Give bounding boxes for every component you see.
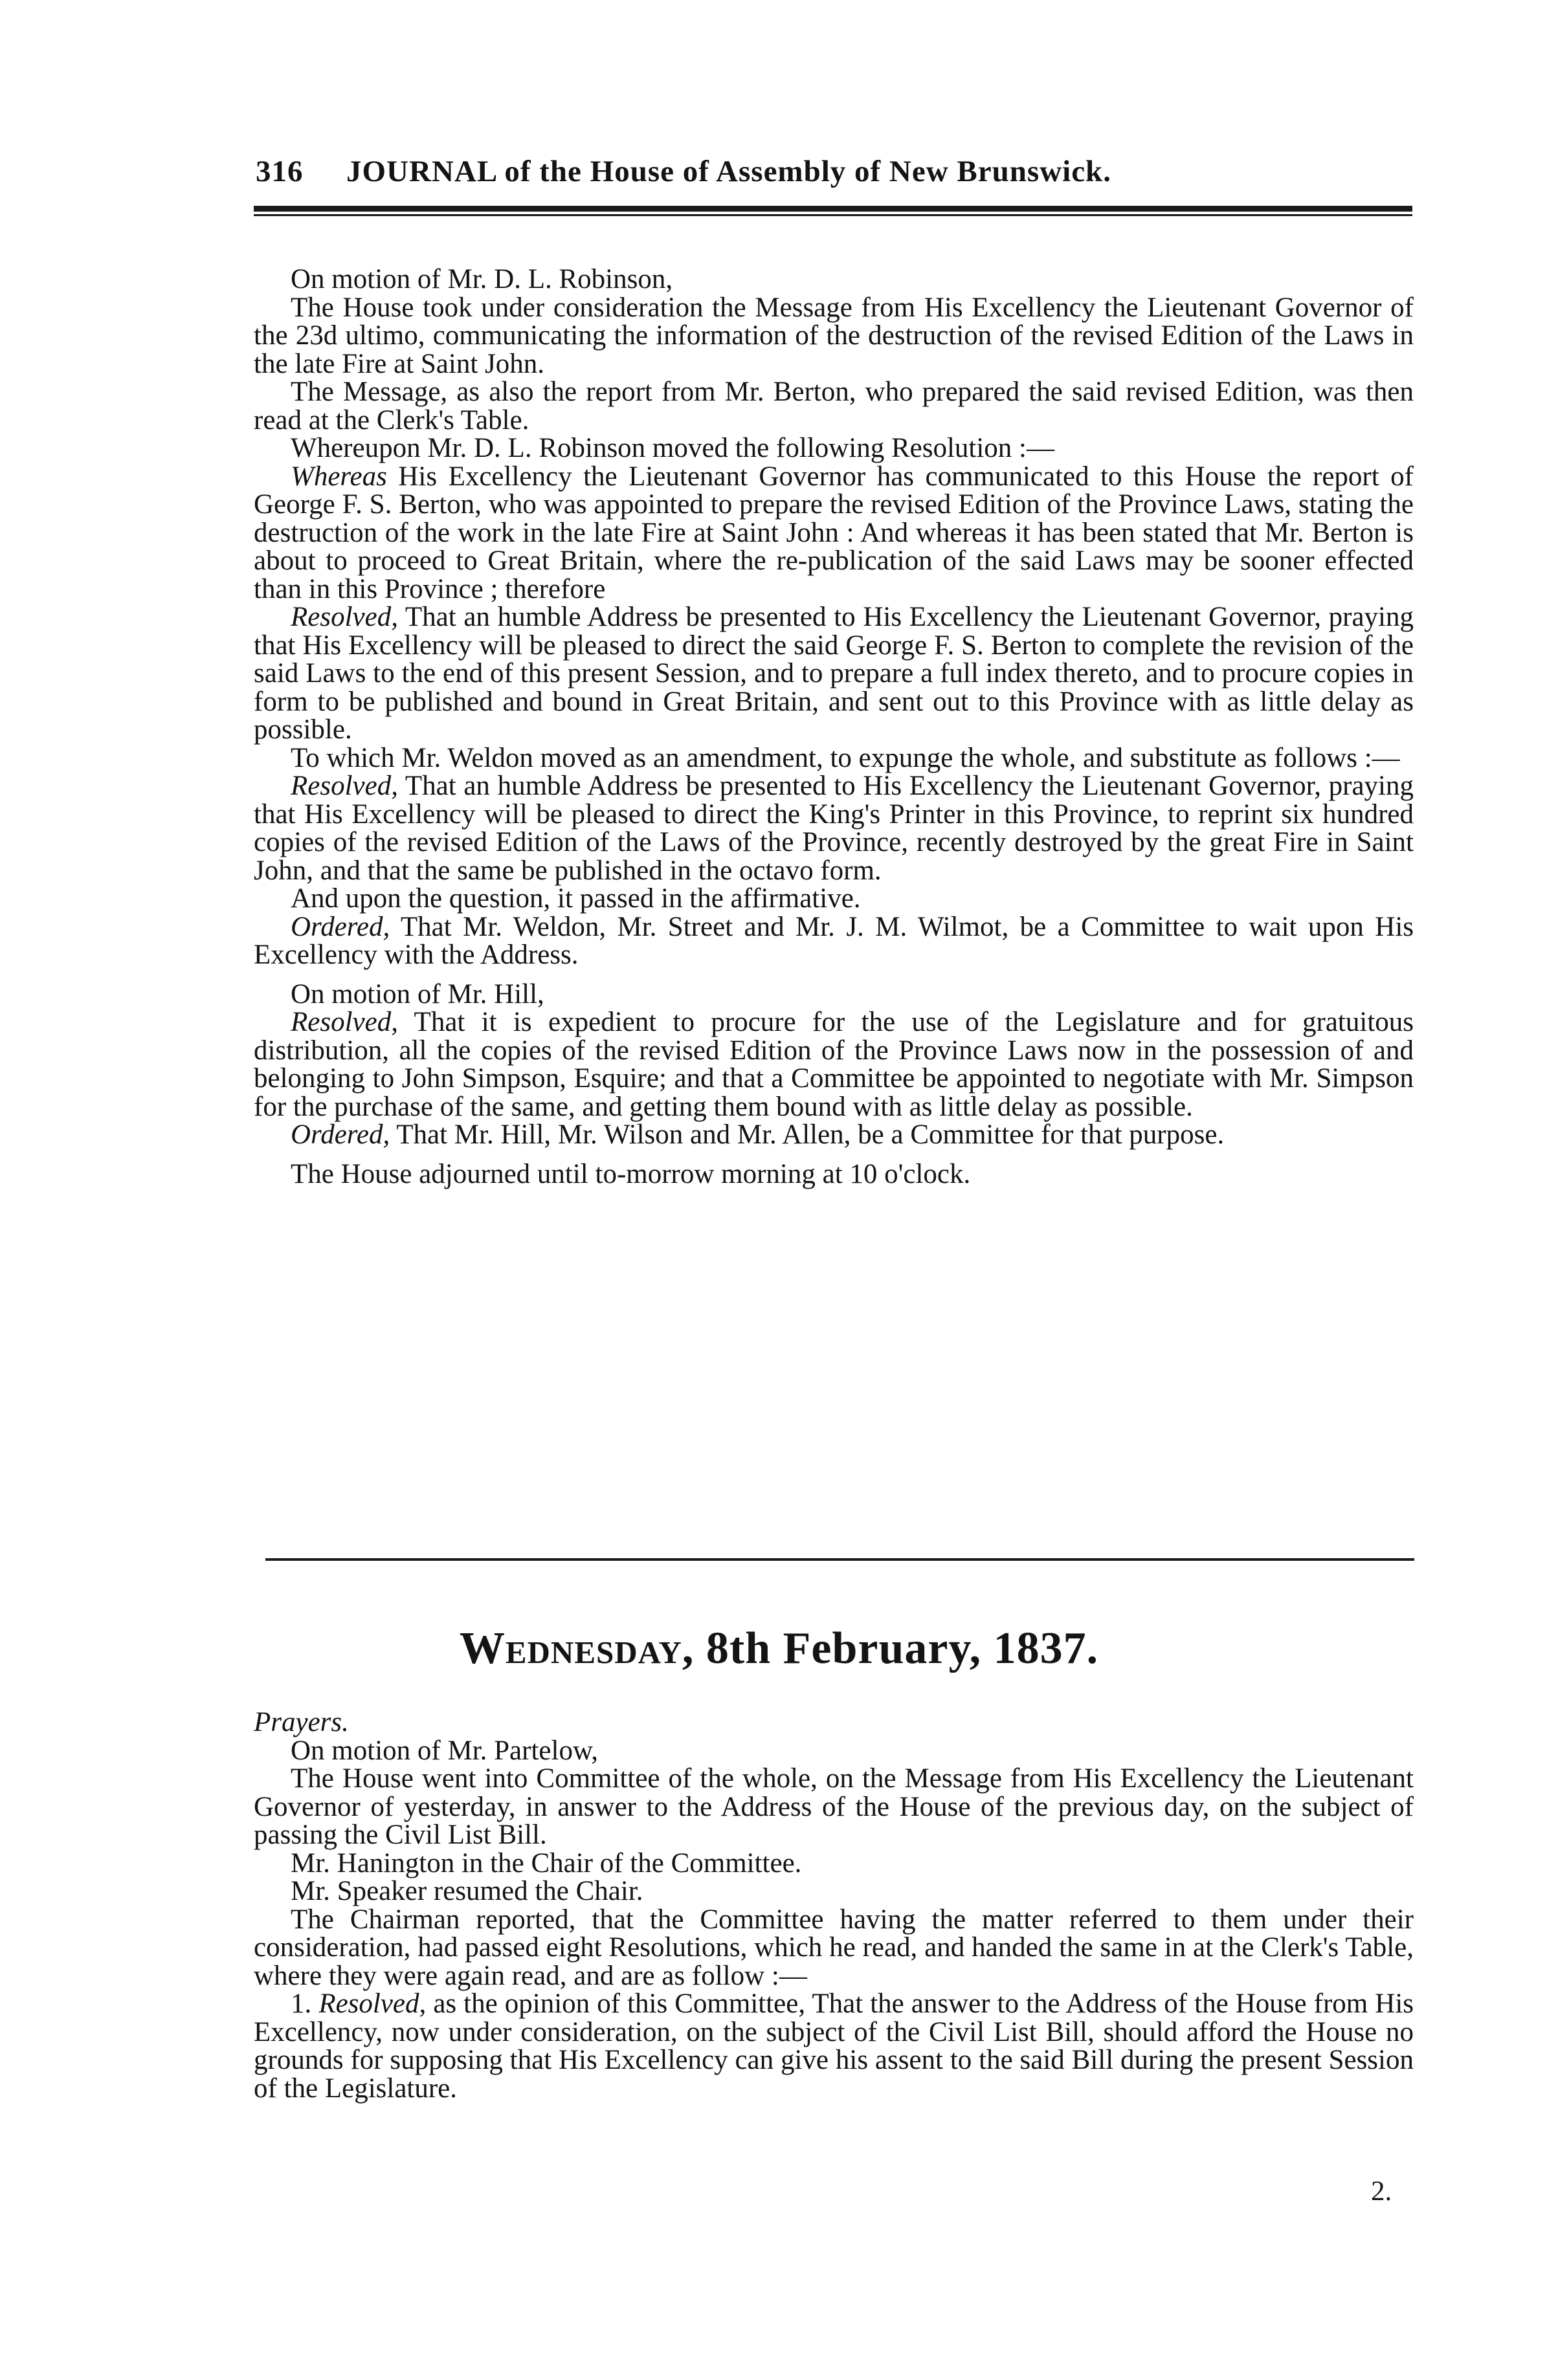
resolution-moved-paragraph: Whereupon Mr. D. L. Robinson moved the following Resolution :— <box>291 433 1055 463</box>
chair-paragraph: Mr. Hanington in the Chair of the Committee. <box>291 1847 802 1879</box>
resolved-paragraph <box>254 603 1414 744</box>
catchword: 2. <box>1371 2176 1392 2207</box>
prayers-text: Prayers. <box>254 1707 349 1737</box>
ordered-committee-paragraph <box>254 913 1414 969</box>
adjournment-paragraph: The House adjourned until to-morrow morning at 10 o'clock. <box>291 1158 971 1189</box>
amendment-resolved-text: That an humble Address be presented to His Excellency the Lieutenant Governor, praying that His Excellency will be pleased to direct the King's Printer in this Province, to reprint six hundred copies of the revised Edition of the Laws of the Province, recently destroyed by the great Fire in Saint John, and that the same be published in the octavo form. <box>254 771 1414 886</box>
speaker-resumed-paragraph: Mr. Speaker resumed the Chair. <box>291 1876 643 1906</box>
day-separator-rule <box>265 1558 1414 1561</box>
resolved-lead: Resolved, <box>291 602 398 632</box>
ordered-lead: Ordered, <box>291 911 390 942</box>
prayers-line <box>254 1708 1414 1737</box>
amendment-resolved-paragraph <box>254 772 1414 885</box>
ordered-text: That Mr. Weldon, Mr. Street and Mr. J. M. Wilmot, be a Committee to wait upon His Excellency with the Address. <box>254 911 1414 970</box>
hill-ordered-paragraph <box>254 1121 1414 1149</box>
resolution-number: 1. <box>291 1989 319 2019</box>
robinson-motion-section <box>254 265 1414 1188</box>
amendment-resolved-lead: Resolved, <box>291 771 398 801</box>
resolution-one-text: as the opinion of this Committee, That the answer to the Address of the House from His Excellency, now under consideration, on the subject of the Civil List Bill, should afford the House no grounds for supposing that His Excellency can give his assent to the said Bill during the present Session of the Legislature. <box>254 1989 1414 2104</box>
whereas-paragraph <box>254 463 1414 604</box>
running-header <box>256 154 1421 189</box>
hill-motion-intro: On motion of Mr. Hill, <box>291 978 544 1009</box>
motion-intro: On motion of Mr. D. L. Robinson, <box>291 264 673 294</box>
header-rule <box>254 206 1412 216</box>
day-heading <box>0 1623 1558 1675</box>
hill-ordered-text: That Mr. Hill, Mr. Wilson and Mr. Allen, be a Committee for that purpose. <box>390 1119 1225 1150</box>
day-weekday: Wednesday, <box>459 1624 695 1673</box>
hill-ordered-lead: Ordered, <box>291 1119 390 1150</box>
hill-resolved-paragraph <box>254 1008 1414 1121</box>
committee-whole-paragraph: The House went into Committee of the whole, on the Message from His Excellency the Lieutenant Governor of yesterday, in answer to the Address of the House of the previous day, on the subject of passing the Civil List Bill. <box>254 1763 1414 1850</box>
message-read-paragraph: The Message, as also the report from Mr. Berton, who prepared the said revised Edition, was then read at the Clerk's Table. <box>254 377 1414 435</box>
consideration-paragraph: The House took under consideration the Message from His Excellency the Lieutenant Governor of the 23d ultimo, communicating the information of the destruction of the revised Edition of the Laws in the late Fire at Saint John. <box>254 292 1414 379</box>
partelow-motion-intro: On motion of Mr. Partelow, <box>291 1735 598 1766</box>
amendment-paragraph: To which Mr. Weldon moved as an amendment, to expunge the whole, and substitute as follows :— <box>291 742 1400 773</box>
chairman-report-paragraph: The Chairman reported, that the Committee having the matter referred to them under their consideration, had passed eight Resolutions, which he read, and handed the same in at the Clerk's Table, where they were again read, and are as follow :— <box>254 1904 1414 1991</box>
wednesday-section <box>254 1708 1414 2102</box>
hill-resolved-lead: Resolved, <box>291 1007 398 1037</box>
resolved-text: That an humble Address be presented to His Excellency the Lieutenant Governor, praying that His Excellency will be pleased to direct the said George F. S. Berton to complete the revision of the said Laws to the end of this present Session, and to prepare a full index thereto, and to procure copies in form to be published and bound in Great Britain, and sent out to this Province with as little delay as possible. <box>254 602 1414 745</box>
question-passed-paragraph: And upon the question, it passed in the affirmative. <box>291 883 861 914</box>
resolution-one-lead: Resolved, <box>318 1989 427 2019</box>
running-title: JOURNAL of the House of Assembly of New Brunswick. <box>346 155 1111 188</box>
whereas-text: His Excellency the Lieutenant Governor has communicated to this House the report of George F. S. Berton, who was appointed to prepare the revised Edition of the Province Laws, stating the destruction of the work in the late Fire at Saint John : And whereas it has been stated that Mr. Berton is about to proceed to Great Britain, where the re-publication of the said Laws may be sooner effected than in this Province ; therefore <box>254 461 1414 604</box>
page-number: 316 <box>256 155 304 188</box>
whereas-lead: Whereas <box>291 461 387 492</box>
day-date: 8th February, 1837. <box>694 1624 1099 1673</box>
resolution-one-paragraph <box>254 1990 1414 2102</box>
hill-resolved-text: That it is expedient to procure for the use of the Legislature and for gratuitous distribution, all the copies of the revised Edition of the Province Laws now in the possession of and belonging to John Simpson, Esquire; and that a Committee be appointed to negotiate with Mr. Simpson for the purchase of the same, and getting them bound with as little delay as possible. <box>254 1007 1414 1122</box>
